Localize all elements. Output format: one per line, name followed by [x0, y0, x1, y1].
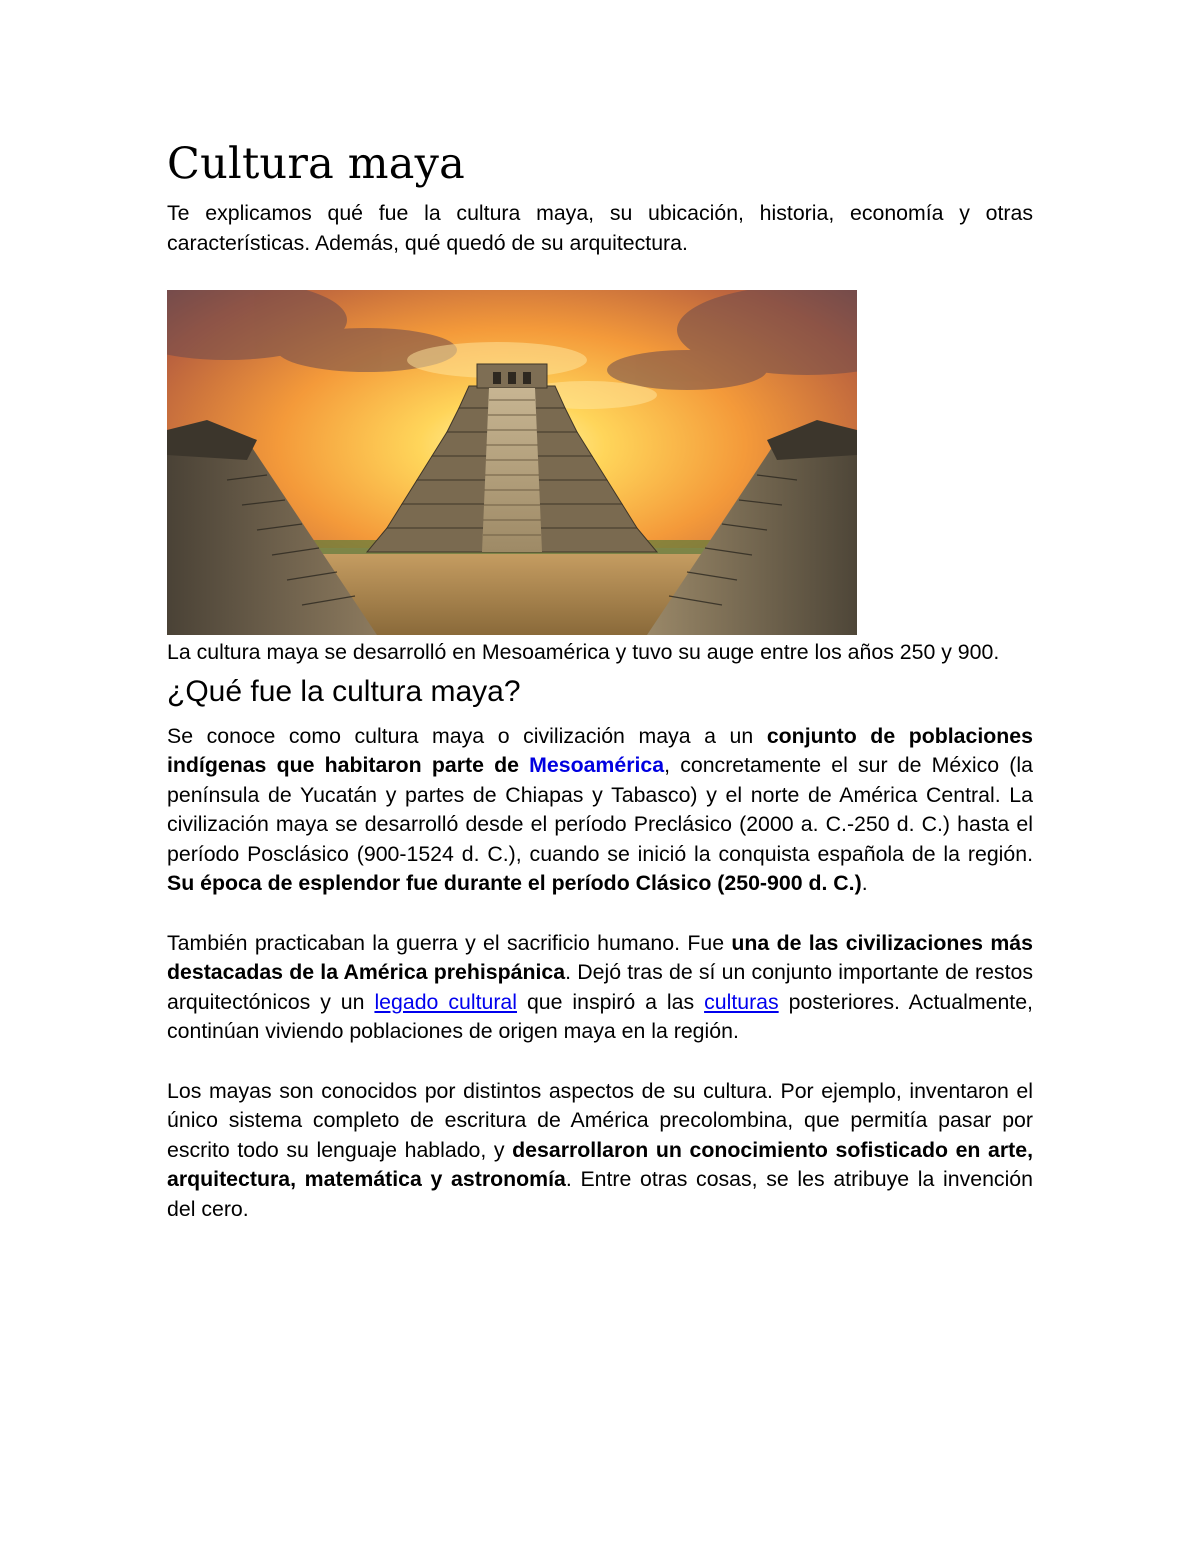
link-legado-cultural[interactable]: legado cultural — [374, 989, 517, 1014]
intro-paragraph: Te explicamos qué fue la cultura maya, su ubicación, historia, economía y otras características. Además, qué quedó de su arquitectura. — [167, 201, 1033, 255]
p1-bold-2: Su época de esplendor fue durante el período Clásico (250-900 d. C.) — [167, 871, 862, 896]
p2-bold-1: una de las civilizaciones más destacadas de la América prehispánica — [167, 930, 1033, 985]
link-mesoamerica[interactable]: Mesoamérica — [529, 753, 665, 778]
p2-text-4: posteriores. Actualmente, continúan viviendo poblaciones de origen maya en la región. — [167, 989, 1033, 1044]
p2-text-3: que inspiró a las — [517, 989, 705, 1014]
p3-text-1: Los mayas son conocidos por distintos aspectos de su cultura. Por ejemplo, inventaron el único sistema completo de escritura de América precolombina, que permitía pasar por escrito todo su lenguaje hablado, y — [167, 1078, 1033, 1162]
paragraph-2 — [167, 929, 1033, 1047]
p1-bold-1: conjunto de poblaciones indígenas que habitaron parte de — [167, 723, 1033, 778]
p2-text-2: . Dejó tras de sí un conjunto importante de restos arquitectónicos y un — [167, 960, 1033, 1014]
document-page — [167, 130, 1033, 1254]
image-caption: La cultura maya se desarrolló en Mesoamérica y tuvo su auge entre los años 250 y 900. — [167, 640, 1000, 665]
pyramid-sunset-image — [167, 290, 857, 635]
p1-text-3: . — [861, 871, 868, 896]
paragraph-1 — [167, 722, 1033, 899]
p2-text-1: También practicaban la guerra y el sacrificio humano. Fue — [167, 930, 732, 955]
link-culturas[interactable]: culturas — [704, 989, 779, 1014]
section-heading: ¿Qué fue la cultura maya? — [167, 674, 521, 708]
p3-bold-1: desarrollaron un conocimiento sofisticado en arte, arquitectura, matemática y astronomía — [167, 1137, 1034, 1192]
p1-text-1: Se conoce como cultura maya o civilización maya a un — [167, 723, 767, 748]
paragraph-3 — [167, 1077, 1033, 1225]
p1-text-2: , concretamente el sur de México (la península de Yucatán y partes de Chiapas y Tabasco) y el norte de América Central. La civilización maya se desarrolló desde el período Preclásico (2000 a. C.-250 d. C.) hasta el período Posclásico (900-1524 d. C.), cuando se inició la conquista española de la región. — [167, 753, 1033, 866]
page-title: Cultura maya — [167, 139, 465, 189]
p3-text-2: . Entre otras cosas, se les atribuye la invención del cero. — [167, 1167, 1033, 1221]
